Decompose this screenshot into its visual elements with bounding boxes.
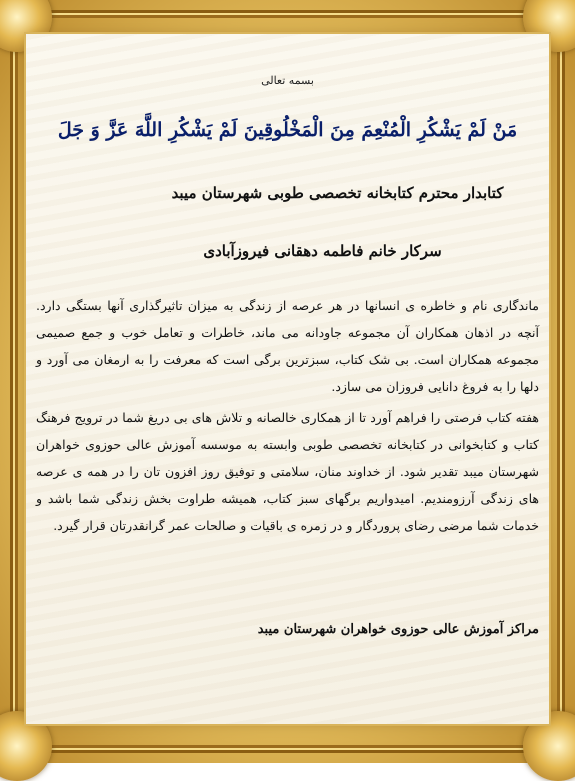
letter-body xyxy=(36,292,539,634)
body-paragraph-2: هفته کتاب فرصتی را فراهم آورد تا از همکاری خالصانه و تلاش های بی دریغ شما در ترویج فرهنگ کتاب و کتابخوانی در کتابخانه تخصصی طوبی وابسته به موسسه آموزش عالی حوزوی خواهران شهرستان میبد تقدیر شود. از خداوند منان، سلامتی و توفیق روز افزون تان را در همه ی عرصه های زندگی آرزومندیم. امیدواریم برگهای سبز کتاب، همیشه طراوت بخش زندگی شما باشد و خدمات شما مرضی رضای پروردگار و در زمره ی باقیات و صالحات عمر گرانقدرتان قرار گیرد. xyxy=(36,410,539,533)
certificate-paper xyxy=(26,34,549,724)
body-paragraph-1: ماندگاری نام و خاطره ی انسانها در هر عرصه از زندگی به میزان تاثیرگذاری آنها بستگی دارد. آنچه در اذهان همکاران آن مجموعه جاودانه می ماند، خاطرات و تعامل خوب و جمع صمیمی مجموعه همکاران است. بی شک کتاب، سبزترین برگی است که معرفت را به ارمغان می آورد و دلها را به فروغ دانایی فروزان می سازد. xyxy=(36,298,539,394)
signature: مراکز آموزش عالی حوزوی خواهران شهرستان میبد xyxy=(257,622,539,637)
hadith-heading: مَنْ لَمْ يَشْكُرِ الْمُنْعِمَ مِنَ الْمَخْلُوقِينَ لَمْ يَشْكُرِ اللَّهَ عَزَّ وَ جَلَ xyxy=(57,119,518,141)
basmala: بسمه تعالی xyxy=(261,74,314,87)
recipient-title: کتابدار محترم کتابخانه تخصصی طوبی شهرستان میبد xyxy=(171,184,504,202)
recipient-name: سرکار خانم فاطمه دهقانی فیروزآبادی xyxy=(203,242,442,260)
